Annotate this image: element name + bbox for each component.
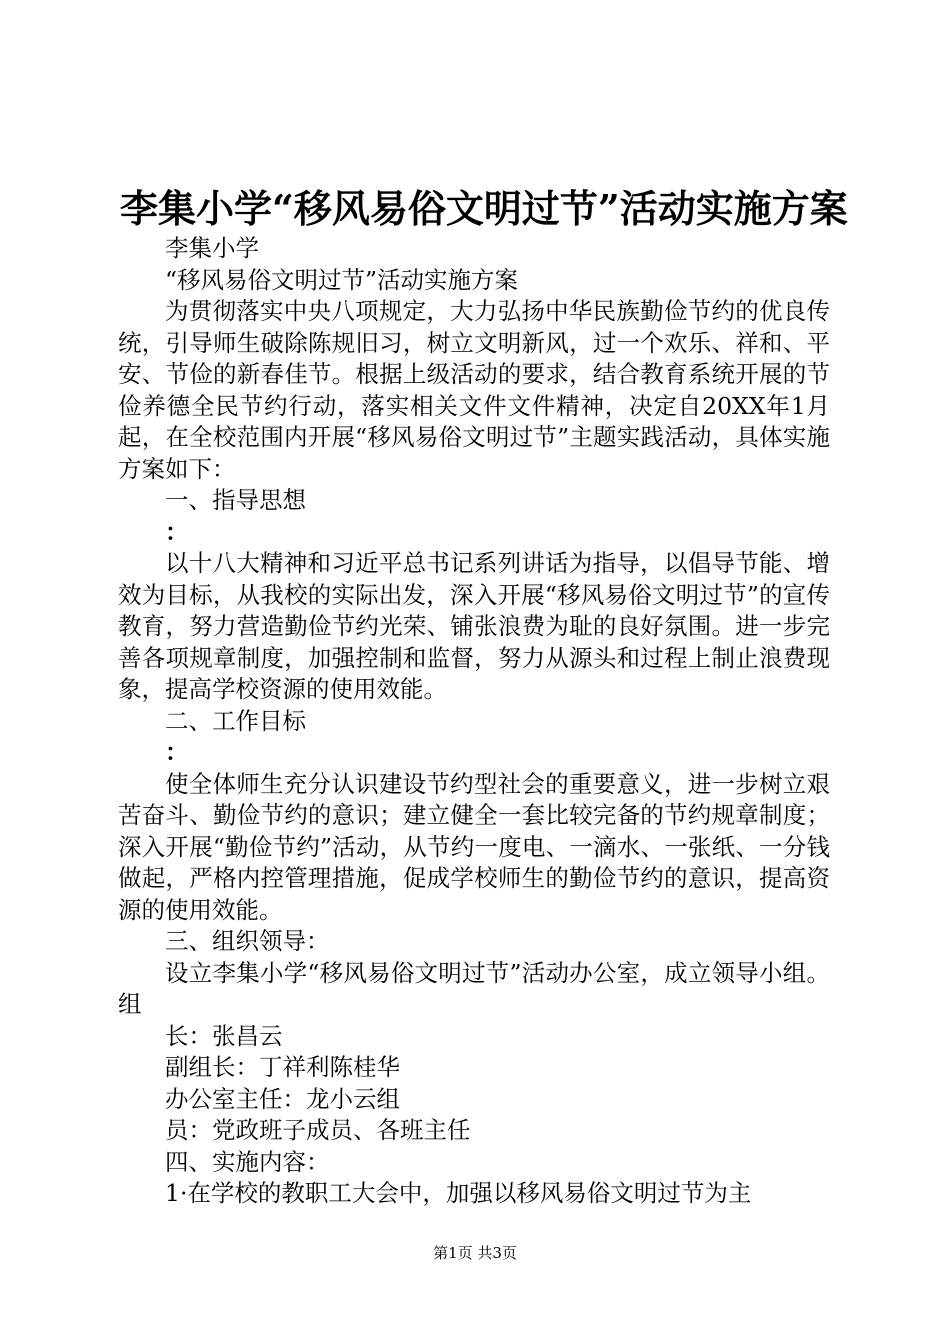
paragraph-members: 员：党政班子成员、各班主任 — [165, 1116, 471, 1144]
paragraph-office-director: 办公室主任：龙小云组 — [165, 1084, 400, 1113]
paragraph-deputy-leader: 副组长：丁祥利陈桂华 — [165, 1053, 400, 1081]
document-title: 李集小学“移风易俗文明过节”活动实施方案 — [120, 186, 848, 231]
colon-line: ： — [165, 517, 189, 546]
paragraph-school-name: 李集小学 — [165, 234, 259, 262]
paragraph-subtitle: “移风易俗文明过节”活动实施方案 — [165, 265, 519, 294]
document-body — [118, 233, 830, 1210]
paragraph-intro: 为贯彻落实中央八项规定，大力弘扬中华民族勤俭节约的优良传统，引导师生破除陈规旧习，树立文明新风，过一个欢乐、祥和、平安、节俭的新春佳节。根据上级活动的要求，结合教育系统开展的节俭养德全民节约行动，落实相关文件文件精神，决定自20XX年1月起，在全校范围内开展“移风易俗文明过节”主题实践活动，具体实施方案如下： — [118, 297, 830, 483]
colon-line: ： — [165, 738, 189, 766]
heading-implementation: 四、实施内容： — [165, 1147, 330, 1176]
paragraph-organization: 设立李集小学“移风易俗文明过节”活动办公室，成立领导小组。组 — [118, 958, 830, 1018]
paragraph-leader: 长：张昌云 — [165, 1021, 283, 1050]
paragraph-work-goals: 使全体师生充分认识建设节约型社会的重要意义，进一步树立艰苦奋斗、勤俭节约的意识；建立健全一套比较完备的节约规章制度；深入开展“勤俭节约”活动，从节约一度电、一滴水、一张纸、一分钱做起，严格内控管理措施，促成学校师生的勤俭节约的意识，提高资源的使用效能。 — [118, 769, 830, 924]
paragraph-item-1: 1·在学校的教职工大会中，加强以移风易俗文明过节为主 — [165, 1179, 752, 1207]
paragraph-guiding-thought: 以十八大精神和习近平总书记系列讲话为指导，以倡导节能、增效为目标，从我校的实际出发，深入开展“移风易俗文明过节”的宣传教育，努力营造勤俭节约光荣、铺张浪费为耻的良好氛围。进一步完善各项规章制度，加强控制和监督，努力从源头和过程上制止浪费现象，提高学校资源的使用效能。 — [118, 549, 830, 703]
heading-guiding-thought: 一、指导思想 — [165, 486, 306, 514]
page-number-footer: 第1页 共3页 — [433, 1244, 517, 1262]
heading-organization: 三、组织领导： — [165, 927, 330, 955]
heading-work-goals: 二、工作目标 — [165, 706, 306, 735]
